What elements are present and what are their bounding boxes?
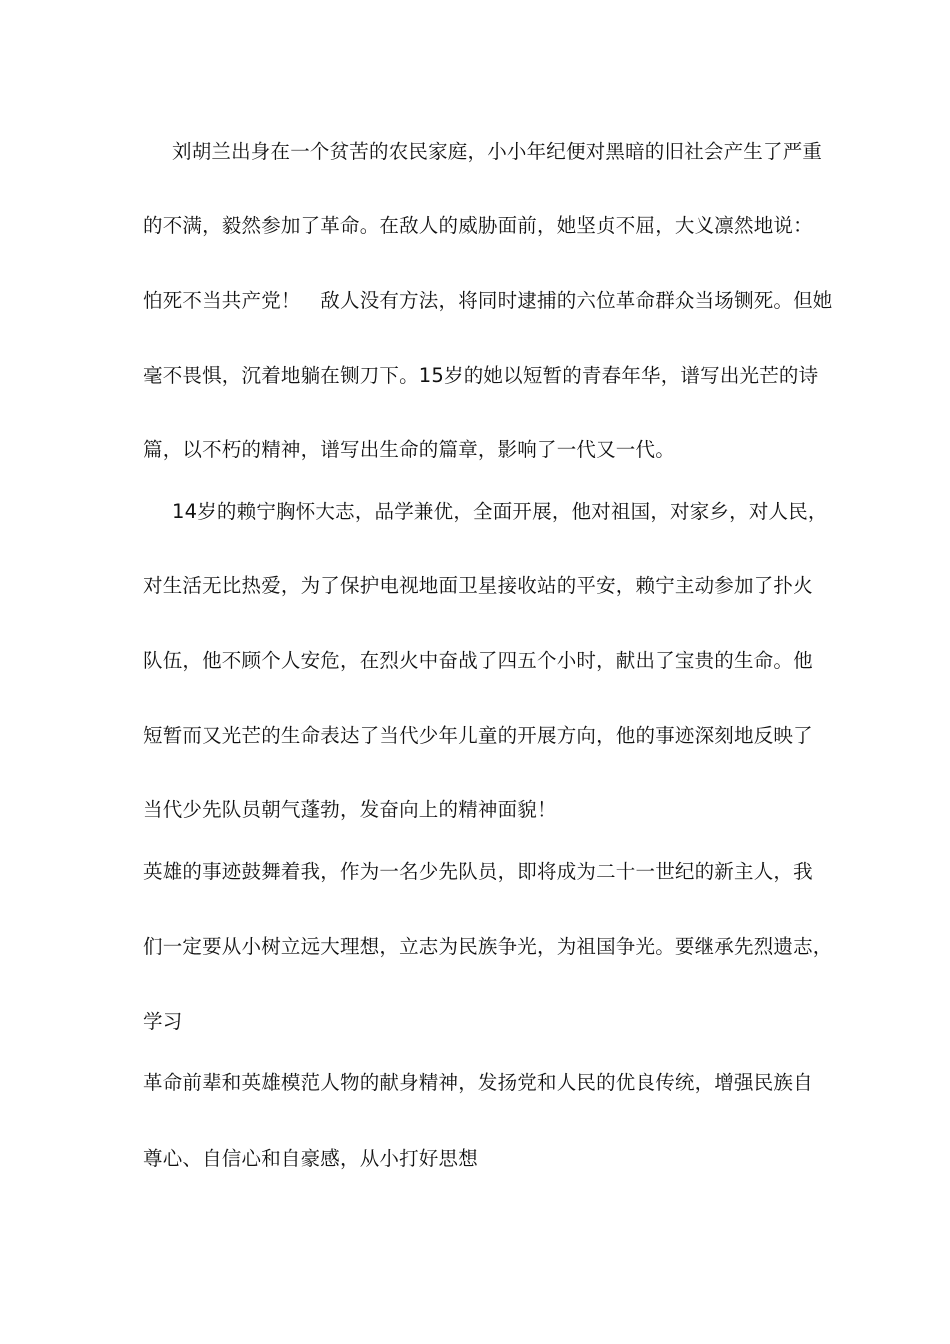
paragraph-4-line-2: 尊心、自信心和自豪感，从小打好思想	[143, 1147, 478, 1170]
paragraph-2-line-3: 队伍，他不顾个人安危，在烈火中奋战了四五个小时，献出了宝贵的生命。他	[143, 649, 813, 672]
paragraph-2-line-2: 对生活无比热爱，为了保护电视地面卫星接收站的平安，赖宁主动参加了扑火	[143, 574, 813, 597]
paragraph-1-line-2: 的不满，毅然参加了革命。在敌人的威胁面前，她坚贞不屈，大义凛然地说：	[143, 214, 813, 237]
paragraph-4-line-1: 革命前辈和英雄模范人物的献身精神，发扬党和人民的优良传统，增强民族自	[143, 1071, 813, 1094]
paragraph-1-line-1: 刘胡兰出身在一个贫苦的农民家庭，小小年纪便对黑暗的旧社会产生了严重	[172, 140, 823, 163]
paragraph-3-line-3: 学习	[143, 1010, 183, 1033]
paragraph-1-line-5: 篇，以不朽的精神，谱写出生命的篇章，影响了一代又一代。	[143, 438, 675, 461]
paragraph-2-line-5: 当代少先队员朝气蓬勃，发奋向上的精神面貌！	[143, 798, 557, 821]
paragraph-1-line-3: 怕死不当共产党！ 敌人没有方法，将同时逮捕的六位革命群众当场铡死。但她	[143, 289, 833, 312]
paragraph-3-line-1: 英雄的事迹鼓舞着我，作为一名少先队员，即将成为二十一世纪的新主人，我	[143, 860, 813, 883]
paragraph-1-line-4: 毫不畏惧，沉着地躺在铡刀下。15岁的她以短暂的青春年华，谱写出光芒的诗	[143, 364, 819, 387]
paragraph-2-line-1: 14岁的赖宁胸怀大志，品学兼优，全面开展，他对祖国，对家乡，对人民，	[172, 500, 828, 523]
paragraph-2-line-4: 短暂而又光芒的生命表达了当代少年儿童的开展方向，他的事迹深刻地反映了	[143, 724, 813, 747]
paragraph-3-line-2: 们一定要从小树立远大理想，立志为民族争光，为祖国争光。要继承先烈遗志，	[143, 935, 833, 958]
